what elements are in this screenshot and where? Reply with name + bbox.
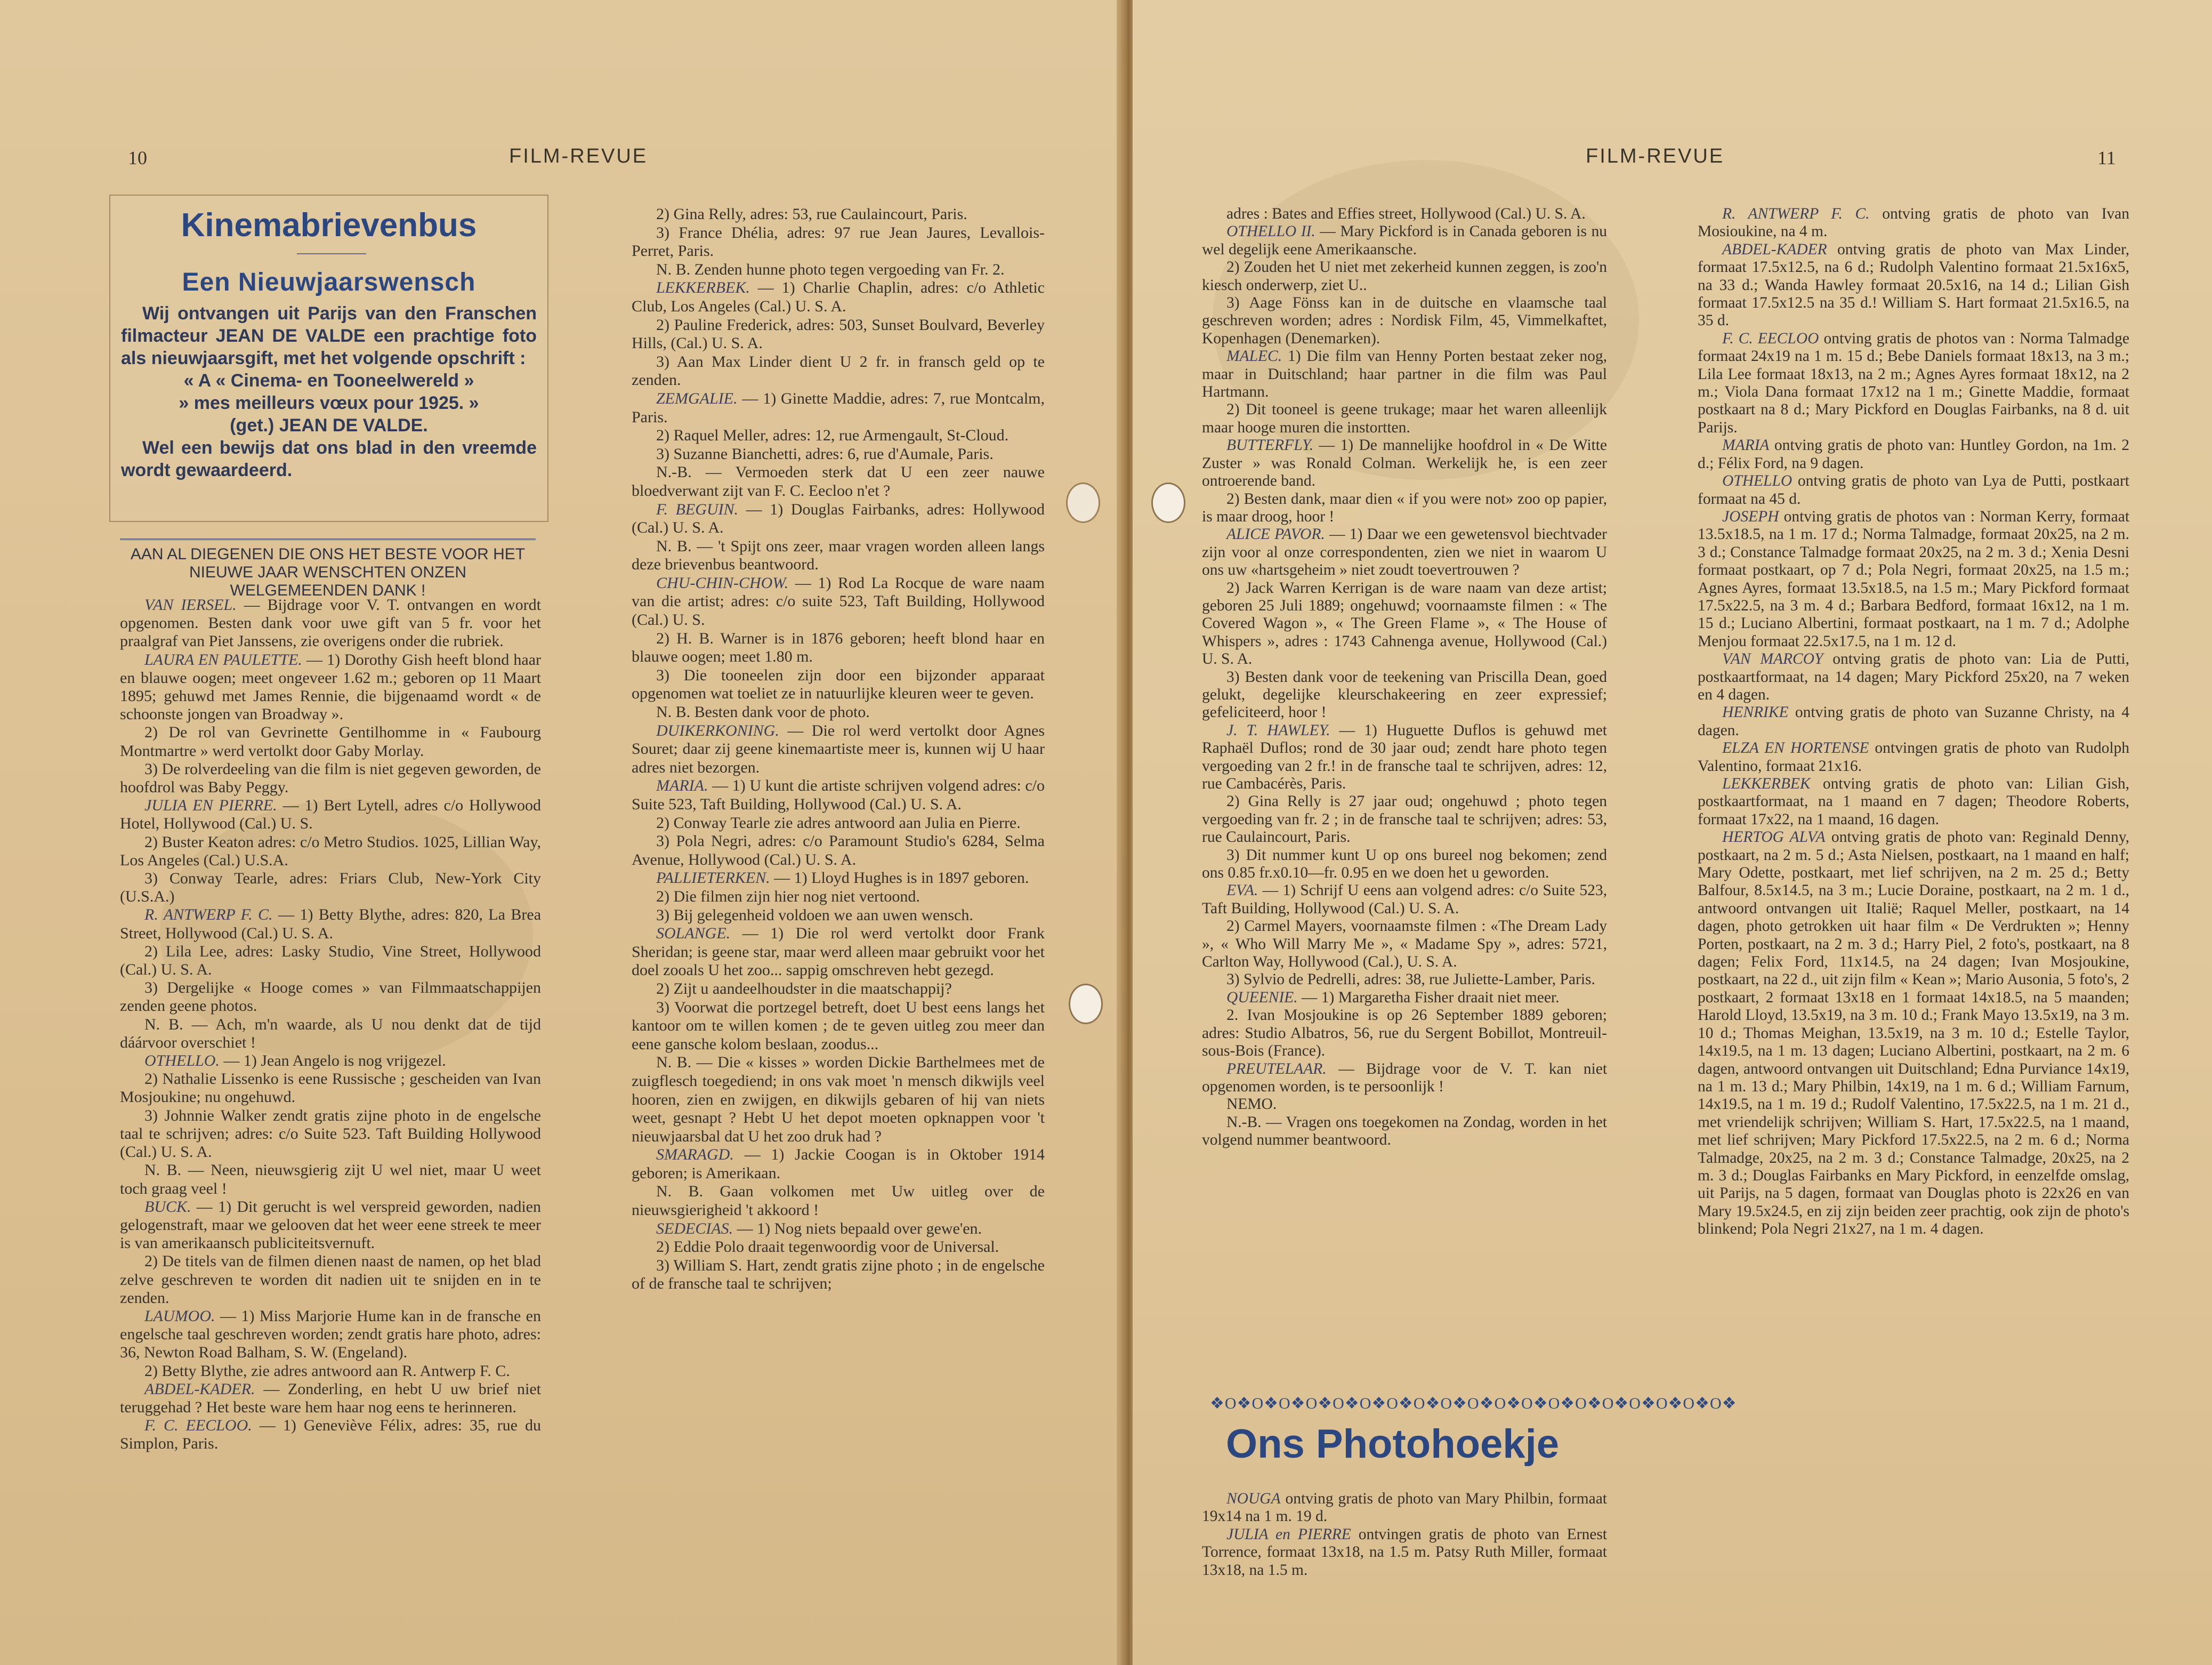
letter-entry <box>1698 472 2129 508</box>
entry-text: 3) Dergelijke « Hooge comes » van Filmmaatschappijen zenden geene photos. <box>120 979 541 1015</box>
entry-text: 2) De titels van de filmen dienen naast de namen, op het blad zelve geschreven te worden dit nadien uit te snijden en in te zenden. <box>120 1252 541 1307</box>
letter-entry <box>120 1070 541 1106</box>
letter-entry <box>632 1053 1045 1146</box>
letter-entry <box>120 596 541 651</box>
entry-text: — 1) De mannelijke hoofdrol in « De Witte Zuster » was Ronald Colman. Werkelijk he, is een zeer ontroerende band. <box>1202 437 1607 490</box>
entry-text: — 1) Schrijf U eens aan volgend adres: c/o Suite 523, Taft Building, Hollywood (Cal.) U. S. A. <box>1202 882 1607 917</box>
correspondent-name: NOUGA <box>1226 1490 1281 1507</box>
letter-entry <box>632 427 1045 445</box>
correspondent-name: JOSEPH <box>1722 508 1779 525</box>
page-number: 10 <box>128 147 147 168</box>
entry-text: 3) Sylvio de Pedrelli, adres: 38, rue Juliette-Lamber, Paris. <box>1226 971 1595 988</box>
letter-entry <box>632 205 1045 224</box>
entry-text: 3) Conway Tearle, adres: Friars Club, New-York City (U.S.A.) <box>120 870 541 906</box>
entry-text: — Die rol werd vertolkt door Agnes Souret; daar zij geene kinemaartiste meer is, kunnen wij U haar adres niet bezorgen. <box>632 721 1045 776</box>
entry-text: 3) Pola Negri, adres: c/o Paramount Studio's 6284, Selma Avenue, Hollywood (Cal.) U. S. A. <box>632 832 1045 868</box>
correspondent-name: ALICE PAVOR. <box>1226 526 1325 543</box>
letter-entry <box>120 1307 541 1362</box>
correspondent-name: R. ANTWERP F. C. <box>1722 205 1870 222</box>
letter-entry <box>1698 650 2129 704</box>
letter-entry <box>632 1183 1045 1219</box>
entry-text: 3) Voorwat die portzegel betreft, doet U best eens langs het kantoor om te willen komen ; de te geven uitleg zou meer dan eene gansche kolom beslaan, zoodus... <box>632 998 1045 1053</box>
entry-text: 3) William S. Hart, zendt gratis zijne photo ; in de engelsche of de fransche taal te schrijven; <box>632 1256 1045 1293</box>
letter-entry <box>1698 739 2129 775</box>
announcement-paragraph: Wij ontvangen uit Parijs van den Franschen filmacteur JEAN DE VALDE een prachtige foto als nieuwjaarsgift, met het volgende opschrift : <box>121 303 537 368</box>
letter-entry <box>632 316 1045 353</box>
letter-entry <box>1202 1096 1607 1113</box>
entry-text: NEMO. <box>1226 1096 1277 1113</box>
running-head: FILM-REVUE <box>1586 145 1725 167</box>
correspondent-name: PALLIETERKEN. <box>656 869 770 887</box>
correspondent-name: SEDECIAS. <box>656 1219 733 1237</box>
entry-text: 1) Die film van Henny Porten bestaat zeker nog, maar in Duitschland; haar partner in die film was Paul Hartmann. <box>1202 348 1607 401</box>
title-divider <box>297 253 366 254</box>
letter-entry <box>120 723 541 760</box>
letter-entry <box>120 1380 541 1417</box>
letter-entry <box>1202 669 1607 722</box>
letter-entry <box>1202 259 1607 294</box>
letter-entry <box>1698 829 2129 1238</box>
letter-entry <box>1202 1526 1607 1579</box>
letter-entry <box>120 1161 541 1197</box>
letter-entry <box>632 630 1045 666</box>
entry-text: — 1) Douglas Fairbanks, adres: Hollywood (Cal.) U. S. A. <box>632 500 1045 537</box>
right-page <box>1133 0 2212 1665</box>
letter-entry <box>1698 241 2129 330</box>
entry-text: N. B. — Die « kisses » worden Dickie Barthelmees met de zuigflesch toegediend; in ons vak moet 'n mensch dikwijls veel hooren, zien en zwijgen, en dikwijls gebaren of hij van niets weet, gesnapt ? Hebt U het depot moeten opknappen voor 't nieuwjaarsbal dat U het zoo druk had ? <box>632 1053 1045 1145</box>
correspondent-name: MARIA. <box>656 777 708 795</box>
section-title: Kinemabrievenbus <box>181 207 477 244</box>
entry-text: N. B. Besten dank voor de photo. <box>656 703 870 721</box>
entry-text: ontving gratis de photo van Max Linder, formaat 17.5x12.5, na 6 d.; Rudolph Valentino formaat 21.5x16x5, na 33 d.; Wanda Hawley formaat 20.5x16, na 14 d.; Lilian Gish formaat 17.5x12.5 na 35 d.! William S. Hart formaat 21.5x16.5, na 35 d. <box>1698 240 2130 329</box>
letter-entry <box>632 924 1045 980</box>
letter-entry <box>1698 437 2129 472</box>
correspondent-name: MALEC. <box>1226 348 1282 365</box>
running-head: FILM-REVUE <box>509 145 648 167</box>
entry-text: — 1) Ginette Maddie, adres: 7, rue Montcalm, Paris. <box>632 389 1045 426</box>
letter-entry <box>1202 580 1607 669</box>
correspondent-name: J. T. HAWLEY. <box>1226 721 1330 739</box>
correspondent-name: DUIKERKONING. <box>656 721 779 739</box>
correspondent-name: VAN MARCOY <box>1722 650 1823 668</box>
entry-text: — 1) Betty Blythe, adres: 820, La Brea Street, Hollywood (Cal.) U. S. A. <box>120 906 542 942</box>
entry-text: 3) De rolverdeeling van die film is niet gegeven geworden, de hoofdrol was Baby Peggy. <box>120 760 541 797</box>
entry-text: N.-B. — Vermoeden sterk dat U een zeer nauwe bloedverwant zijt van F. C. Eecloo n'et ? <box>632 463 1045 500</box>
entry-text: — 1) Nog niets bepaald over gewe'en. <box>737 1219 982 1237</box>
letter-entry <box>632 722 1045 777</box>
letter-entry <box>632 1220 1045 1238</box>
letter-entry <box>120 906 541 942</box>
entry-text: — 1) Geneviève Félix, adres: 35, rue du Simplon, Paris. <box>120 1417 542 1453</box>
letter-entry <box>632 224 1045 261</box>
correspondent-name: ABDEL-KADER. <box>144 1380 255 1398</box>
entry-text: 2) H. B. Warner is in 1876 geboren; heeft blond haar en blauwe oogen; meet 1.80 m. <box>632 629 1045 666</box>
correspondent-name: OTHELLO. <box>144 1052 220 1070</box>
correspondent-name: F. C. EECLOO. <box>144 1417 252 1435</box>
entry-text: 2) Lila Lee, adres: Lasky Studio, Vine Street, Hollywood (Cal.) U. S. A. <box>120 942 541 979</box>
letter-entry <box>1202 223 1607 259</box>
letter-entry <box>120 1016 541 1052</box>
right-column-2 <box>1698 205 2129 1238</box>
entry-text: — 1) Lloyd Hughes is in 1897 geboren. <box>774 869 1029 887</box>
correspondent-name: CHU-CHIN-CHOW. <box>656 574 789 592</box>
section-title: Ons Photohoekje <box>1226 1421 1559 1467</box>
entry-text: 2) Betty Blythe, zie adres antwoord aan R. Antwerp F. C. <box>144 1362 510 1380</box>
correspondent-name: LEKKERBEK <box>1722 775 1811 792</box>
entry-text: ontving gratis de photo van Ivan Mosioukine, na 4 m. <box>1698 205 2130 240</box>
entry-text: 2) Zijt u aandeelhoudster in die maatschappij? <box>656 979 952 998</box>
entry-text: 2) Pauline Frederick, adres: 503, Sunset Boulvard, Beverley Hills, (Cal.) U. S. A. <box>632 316 1045 352</box>
letter-entry <box>1202 793 1607 846</box>
letter-entry <box>632 869 1045 888</box>
entry-text: ontving gratis de photo van: Lilian Gish, postkaartformaat, na 1 maand en 7 dagen; Theodore Roberts, formaat 17x22, na 1 maand, 16 dagen. <box>1698 775 2129 828</box>
letter-entry <box>120 1198 541 1253</box>
entry-text: — 1) Huguette Duflos is gehuwd met Raphaël Duflos; rond de 30 jaar oud; zendt hare photo tegen vergoeding van 2 fr.! in de fransche taal te schrijven, adres: 12, rue Cambacérès, Paris. <box>1202 721 1607 792</box>
letter-entry <box>120 1417 541 1453</box>
letter-entry <box>632 999 1045 1054</box>
entry-text: 2) Zouden het U niet met zekerheid kunnen zeggen, is zoo'n kiesch onderwerp, ziet U.. <box>1202 259 1607 294</box>
correspondent-name: PREUTELAAR. <box>1226 1060 1327 1077</box>
section-subtitle: Een Nieuwjaarswensch <box>182 268 476 296</box>
entry-text: — 1) Jackie Coogan is in Oktober 1914 geboren; is Amerikaan. <box>632 1146 1045 1182</box>
letter-entry <box>632 980 1045 999</box>
entry-text: N.-B. — Vragen ons toegekomen na Zondag, worden in het volgend nummer beantwoord. <box>1202 1113 1607 1149</box>
entry-text: — 1) Charlie Chaplin, adres: c/o Athletic Club, Los Angeles (Cal.) U. S. A. <box>632 279 1045 315</box>
entry-text: 3) Bij gelegenheid voldoen we aan uwen wensch. <box>656 906 973 924</box>
correspondent-name: LAUMOO. <box>144 1307 215 1325</box>
entry-text: ontving gratis de photos van : Norma Talmadge formaat 24x19 na 1 m. 15 d.; Bebe Daniels formaat 18x13, na 3 m.; Lila Lee formaat 18x13, na 2 m.; Agnes Ayres formaat 18x12, na 2 m.; Viola Dana formaat 17x12 na 1 m.; Ginette Maddie, formaat postkaart na 8 d.; Mary Pickford en Douglas Fairbanks, na 8 d. uit Parijs. <box>1698 329 2130 436</box>
letter-entry <box>120 833 541 870</box>
letter-entry <box>1202 490 1607 526</box>
correspondent-name: R. ANTWERP F. C. <box>144 906 273 924</box>
punch-hole <box>1066 482 1100 523</box>
entry-text: 2) Raquel Meller, adres: 12, rue Armengault, St-Cloud. <box>656 427 1009 445</box>
letter-entry <box>120 1252 541 1307</box>
correspondent-name: HERTOG ALVA <box>1722 829 1826 846</box>
entry-text: ontvingen gratis de photo van Rudolph Valentino, formaat 21x16. <box>1698 739 2130 775</box>
entry-text: 2) Carmel Mayers, voornaamste filmen : «The Dream Lady », « Who Will Marry Me », « Madame Spy », adres: 5721, Carlton Way, Hollywood (Cal.), U. S. A. <box>1202 918 1607 971</box>
letter-entry <box>632 353 1045 390</box>
entry-text: N. B. Zenden hunne photo tegen vergoeding van Fr. 2. <box>656 260 1005 278</box>
right-column-1 <box>1202 205 1607 1149</box>
correspondent-name: F. C. EECLOO <box>1722 329 1819 347</box>
correspondent-name: BUTTERFLY. <box>1226 437 1314 454</box>
entry-text: 2) Jack Warren Kerrigan is de ware naam van deze artist; geboren 25 Juli 1889; ongehuwd; voornaamste filmen : « The Covered Wagon », « The Green Flame », « The House of Whispers », adres : 1743 Cahnenga avenue, Hollywood (Cal.) U. S. A. <box>1202 579 1607 668</box>
letter-entry <box>632 832 1045 869</box>
entry-text: 2) Gina Relly is 27 jaar oud; ongehuwd ; photo tegen vergoeding van fr. 2 ; in de fransche taal te schrijven; adres: 53, rue Caulaincourt, Paris. <box>1202 793 1607 846</box>
left-column-2 <box>632 205 1045 1293</box>
letter-entry <box>632 666 1045 703</box>
letter-entry <box>120 870 541 906</box>
entry-text: N. B. Gaan volkomen met Uw uitleg over de nieuwsgierigheid 't akkoord ! <box>632 1183 1045 1219</box>
correspondent-name: HENRIKE <box>1722 704 1789 721</box>
letter-entry <box>632 279 1045 316</box>
letter-entry <box>120 979 541 1015</box>
letter-entry <box>632 888 1045 906</box>
correspondent-name: SOLANGE. <box>656 924 731 943</box>
letter-entry <box>120 651 541 724</box>
letter-entry <box>1202 526 1607 579</box>
letter-entry <box>1202 882 1607 918</box>
entry-text: 2) Dit tooneel is geene trukage; maar het waren alleenlijk maar hooge muren die instortten. <box>1202 401 1607 436</box>
thanks-notice: AAN AL DIEGENEN DIE ONS HET BESTE VOOR HET NIEUWE JAAR WENSCHTEN ONZEN WELGEMEENDEN DANK ! <box>120 538 536 600</box>
letter-entry <box>120 1362 541 1380</box>
entry-text: — Mary Pickford is in Canada geboren is nu wel degelijk eene Amerikaansche. <box>1202 223 1607 258</box>
letter-entry <box>632 261 1045 279</box>
letter-entry <box>632 814 1045 833</box>
right-column-1-photohoek <box>1202 1490 1607 1579</box>
letter-entry <box>1698 704 2129 739</box>
letter-entry <box>1202 1060 1607 1096</box>
correspondent-name: JULIA en PIERRE <box>1226 1525 1351 1543</box>
entry-text: — Bijdrage voor de V. T. kan niet opgenomen worden, is te persoonlijk ! <box>1202 1060 1608 1095</box>
letter-entry <box>1202 847 1607 882</box>
left-column-1 <box>120 596 541 1453</box>
entry-text: ontving gratis de photo van Suzanne Christy, na 4 dagen. <box>1698 704 2130 739</box>
letter-entry <box>1698 775 2129 829</box>
letter-entry <box>120 797 541 833</box>
letter-entry <box>120 1107 541 1162</box>
letter-entry <box>1698 330 2129 437</box>
letter-entry <box>1698 508 2129 650</box>
correspondent-name: F. BEGUIN. <box>656 500 739 518</box>
correspondent-name: QUEENIE. <box>1226 988 1298 1006</box>
entry-text: ontving gratis de photo van: Reginald Denny, postkaart, na 2 m. 5 d.; Asta Nielsen, postkaart, na 1 maand en half; Mary Odette, postkaart, met lief schrijven, na 2 m. 25 d.; Betty Balfour, 8.5x14.5, na 3 m.; Lucie Doraine, postkaart, na 2 m. 1 d., antwoord ontvangen uit Italië; Raquel Meller, postkaart, na 14 dagen, photo getrokken uit haar film « De Verdrukten »; Henny Porten, postkaart, na 2 m. 3 d.; Harry Piel, 2 foto's, postkaart, na 8 dagen; Felix Ford, 11x14.5, na 24 dagen; Ivan Mosjoukine, postkaart, na 22 d., uit zijn film « Kean »; Mario Ausonia, 5 foto's, 2 postkaart, 2 formaat 13x18 en 1 formaat 14x18.5, na 5 maanden; Harold Lloyd, 13.5x19, na 3 m. 10 d.; Frank Mayo 13.5x19, na 3 m. 10 d.; Thomas Meighan, 13.5x19, na 3 m. 10 d.; Estelle Taylor, 14x19.5, na 1 m. 13 dagen; Luciano Albertini, postkaart, na 2 m. 6 dagen, antwoord ontvangen uit Duitschland; Edna Purviance 14x19, na 1 m. 13 d.; Mary Philbin, 14x19, na 1 m. 6 d.; William Farnum, 14x19.5, na 1 m. 19 d.; Rudolf Valentino, 17.5x22.5, na 1 m. 21 d., met vriendelijk schrijven; William S. Hart, 17.5x22.5, na 1 maand, met lief schrijven; Mary Pickford 17.5x22.5, na 2 m. 6 d.; Norma Talmadge, 20x25, na 2 m. 3 d.; Constance Talmadge, 20x25, na 2 m. 3 d.; Douglas Fairbanks en Mary Pickford, in eenzelfde omslag, uit Parijs, na 5 dagen, formaat van Douglas photo is 22x26 en van Mary 19.5x24.5, en zij zijn beiden zeer prachtig, ook zijn de photo's blinkend; Pola Negri 21x27, na 1 m. 4 dagen. <box>1698 829 2130 1238</box>
correspondent-name: BUCK. <box>144 1197 191 1216</box>
entry-text: 3) Aan Max Linder dient U 2 fr. in fransch geld op te zenden. <box>632 352 1045 389</box>
entry-text: ontving gratis de photo van Mary Philbin, formaat 19x14 na 1 m. 19 d. <box>1202 1490 1608 1525</box>
correspondent-name: ABDEL-KADER <box>1722 240 1827 258</box>
announcement-signature: (get.) JEAN DE VALDE. <box>230 415 428 436</box>
entry-text: ontving gratis de photo van: Huntley Gordon, na 1m. 2 d.; Félix Ford, na 9 dagen. <box>1698 437 2130 472</box>
correspondent-name: MARIA <box>1722 437 1770 454</box>
entry-text: N. B. — Ach, m'n waarde, als U nou denkt dat de tijd dáárvoor overschiet ! <box>120 1015 541 1051</box>
entry-text: ontving gratis de photos van : Norman Kerry, formaat 13.5x18.5, na 1 m. 17 d.; Norma Talmadge, formaat 20x25, na 2 m. 3 d.; Constance Talmadge formaat 20x25, na 2 m. 3 d.; Xenia Desni formaat postkaart, op 7 d.; Pola Negri, formaat 20x25, na 1.5 m.; Agnes Ayres, formaat 13.5x18.5, na 1.5 m.; Mary Pickford formaat 17.5x22.5, na 3 m. 4 d.; Barbara Bedford, formaat 16x12, na 1 m. 15 d.; Luciano Albertini, formaat postkaart, na 1 m. 7 d.; Adolphe Menjou formaat 22.5x17.5, na 1 m. 12 d. <box>1698 508 2130 650</box>
entry-text: ontving gratis de photo van Lya de Putti, postkaart formaat na 45 d. <box>1698 472 2129 508</box>
letter-entry <box>632 906 1045 925</box>
correspondent-name: JULIA EN PIERRE. <box>144 797 277 815</box>
announcement-box <box>109 195 548 522</box>
ornament-divider: ❖O❖O❖O❖O❖O❖O❖O❖O❖O❖O❖O❖O❖O❖O❖O❖O❖O❖O❖O❖ <box>1210 1395 1737 1412</box>
letter-entry <box>1202 971 1607 988</box>
letter-entry <box>1202 1490 1607 1526</box>
correspondent-name: OTHELLO II. <box>1226 223 1315 240</box>
entry-text: — 1) Dorothy Gish heeft blond haar en blauwe oogen; meet ongeveer 1.62 m.; geboren op 11 Maart 1895; gehuwd met James Rennie, die bijgenaamd wordt « de schoonste jongen van Broadway ». <box>120 650 541 723</box>
letter-entry <box>632 537 1045 574</box>
entry-text: — 1) Dit gerucht is wel verspreid geworden, nadien gelogenstraft, maar we gelooven dat het weer eene streek te meer is van amerikaansch publiciteitsvernuft. <box>120 1197 541 1252</box>
letter-entry <box>632 390 1045 427</box>
letter-entry <box>632 501 1045 537</box>
entry-text: — 1) Daar we een gewetensvol biechtvader zijn voor al onze correspondenten, zien we niet in waarom U ons uw «hartsgeheim » niet zoudt toevertrouwen ? <box>1202 526 1607 579</box>
entry-text: 2) Die filmen zijn hier nog niet vertoond. <box>656 887 920 905</box>
announcement-quote: » mes meilleurs vœux pour 1925. » <box>179 393 479 413</box>
letter-entry <box>1698 205 2129 241</box>
entry-text: 2) Conway Tearle zie adres antwoord aan Julia en Pierre. <box>656 814 1021 832</box>
entry-text: 3) Dit nummer kunt U op ons bureel nog bekomen; zend ons 0.85 fr.x0.10—fr. 0.95 en we doen het u geworden. <box>1202 846 1607 882</box>
entry-text: 3) Suzanne Bianchetti, adres: 6, rue d'Aumale, Paris. <box>656 445 994 463</box>
punch-hole <box>1151 482 1185 523</box>
letter-entry <box>120 760 541 797</box>
letter-entry <box>632 1238 1045 1257</box>
letter-entry <box>632 1146 1045 1183</box>
announcement-text <box>121 302 537 481</box>
entry-text: N. B. — Neen, nieuwsgierig zijt U wel niet, maar U weet toch graag veel ! <box>120 1161 541 1197</box>
letter-entry <box>1202 294 1607 348</box>
letter-entry <box>632 463 1045 500</box>
letter-entry <box>1202 401 1607 437</box>
correspondent-name: EVA. <box>1226 882 1258 899</box>
entry-text: 2) Eddie Polo draait tegenwoordig voor de Universal. <box>656 1238 999 1256</box>
entry-text: N. B. — 't Spijt ons zeer, maar vragen worden alleen langs deze brievenbus beantwoord. <box>632 537 1045 574</box>
entry-text: 3) France Dhélia, adres: 97 rue Jean Jaures, Levallois-Perret, Paris. <box>632 223 1045 260</box>
letter-entry <box>120 943 541 979</box>
entry-text: 3) Johnnie Walker zendt gratis zijne photo in de engelsche taal te schrijven; adres: c/o Suite 523. Taft Building Hollywood (Cal.) U. S. A. <box>120 1106 541 1161</box>
entry-text: — Bijdrage voor V. T. ontvangen en wordt opgenomen. Besten dank voor uwe gift van 5 fr. voor het praalgraf van Piet Janssens, zie overigens onder die rubriek. <box>120 596 542 650</box>
entry-text: 3) Besten dank voor de teekening van Priscilla Dean, goed gelukt, degelijke kleurschakeering en zeer expressief; gefeliciteerd, hoor ! <box>1202 668 1607 721</box>
correspondent-name: LEKKERBEK. <box>656 279 750 297</box>
entry-text: 2) Buster Keaton adres: c/o Metro Studios. 1025, Lillian Way, Los Angeles (Cal.) U.S.A. <box>120 833 541 869</box>
correspondent-name: OTHELLO <box>1722 472 1793 490</box>
entry-text: — 1) U kunt die artiste schrijven volgend adres: c/o Suite 523, Taft Building, Hollywood (Cal.) U. S. A. <box>632 777 1045 813</box>
correspondent-name: SMARAGD. <box>656 1146 734 1164</box>
announcement-paragraph: Wel een bewijs dat ons blad in den vreemde wordt gewaardeerd. <box>121 438 537 480</box>
entry-text: 2) Nathalie Lissenko is eene Russische ; gescheiden van Ivan Mosjoukine; nu ongehuwd. <box>120 1070 541 1106</box>
entry-text: — 1) Jean Angelo is nog vrijgezel. <box>223 1052 446 1070</box>
letter-entry <box>632 445 1045 464</box>
letter-entry <box>632 574 1045 630</box>
entry-text: 2) Gina Relly, adres: 53, rue Caulaincourt, Paris. <box>656 205 967 223</box>
letter-entry <box>1202 722 1607 793</box>
entry-text: adres : Bates and Effies street, Hollywood (Cal.) U. S. A. <box>1226 205 1586 222</box>
entry-text: — 1) Rod La Rocque de ware naam van die artist; adres: c/o suite 523, Taft Building, Hollywood (Cal.) U. S. <box>632 574 1045 629</box>
correspondent-name: LAURA EN PAULETTE. <box>144 650 302 669</box>
entry-text: 3) Die tooneelen zijn door een bijzonder apparaat opgenomen wat toeliet ze in natuurlijke kleuren weer te geven. <box>632 666 1045 703</box>
letter-entry <box>1202 205 1607 223</box>
punch-hole <box>1069 984 1103 1024</box>
letter-entry <box>1202 348 1607 401</box>
entry-text: — 1) Margaretha Fisher draait niet meer. <box>1301 988 1560 1006</box>
letter-entry <box>1202 989 1607 1007</box>
letter-entry <box>1202 1007 1607 1060</box>
letter-entry <box>1202 437 1607 490</box>
announcement-quote: « A « Cinema- en Tooneelwereld » <box>183 371 474 391</box>
entry-text: — 1) Bert Lytell, adres c/o Hollywood Hotel, Hollywood (Cal.) U. S. <box>120 797 542 833</box>
letter-entry <box>1202 1114 1607 1149</box>
entry-text: ontvingen gratis de photo van Ernest Torrence, formaat 13x18, na 1.5 m. Patsy Ruth Miller, formaat 13x18, na 1.5 m. <box>1202 1525 1607 1579</box>
entry-text: 2) De rol van Gevrinette Gentilhomme in « Faubourg Montmartre » werd vertolkt door Gaby Morlay. <box>120 723 541 760</box>
entry-text: 3) Aage Fönss kan in de duitsche en vlaamsche taal geschreven worden; adres : Nordisk Film, 45, Vimmelkaftet, Kopenhagen (Denemarken). <box>1202 294 1607 347</box>
entry-text: ontving gratis de photo van: Lia de Putti, postkaartformaat, na 14 dagen; Mary Pickford 25x20, na 7 weken en 4 dagen. <box>1698 650 2130 703</box>
correspondent-name: VAN IERSEL. <box>144 596 237 614</box>
correspondent-name: ZEMGALIE. <box>656 389 738 407</box>
page-number: 11 <box>2097 147 2116 168</box>
entry-text: 2. Ivan Mosjoukine is op 26 September 1889 geboren; adres: Studio Albatros, 56, rue du Sergent Bobillot, Montreuil-sous-Bois (France). <box>1202 1007 1607 1060</box>
letter-entry <box>120 1052 541 1070</box>
letter-entry <box>632 703 1045 722</box>
entry-text: — Zonderling, en hebt U uw brief niet teruggehad ? Het beste ware hem haar nog eens te herinneren. <box>120 1380 542 1416</box>
letter-entry <box>632 1257 1045 1293</box>
letter-entry <box>632 777 1045 814</box>
entry-text: — 1) Die rol werd vertolkt door Frank Sheridan; is geene star, maar werd alleen maar gebruikt voor het doel zooals U het zoo... sappig omschreven hebt gezegd. <box>632 924 1045 979</box>
entry-text: — 1) Miss Marjorie Hume kan in de fransche en engelsche taal geschreven worden; zendt gratis hare photo, adres: 36, Newton Road Balham, S. W. (Engeland). <box>120 1307 541 1362</box>
letter-entry <box>1202 918 1607 971</box>
correspondent-name: ELZA EN HORTENSE <box>1722 739 1869 757</box>
entry-text: 2) Besten dank, maar dien « if you were not» zoo op papier, is maar droog, hoor ! <box>1202 490 1607 525</box>
